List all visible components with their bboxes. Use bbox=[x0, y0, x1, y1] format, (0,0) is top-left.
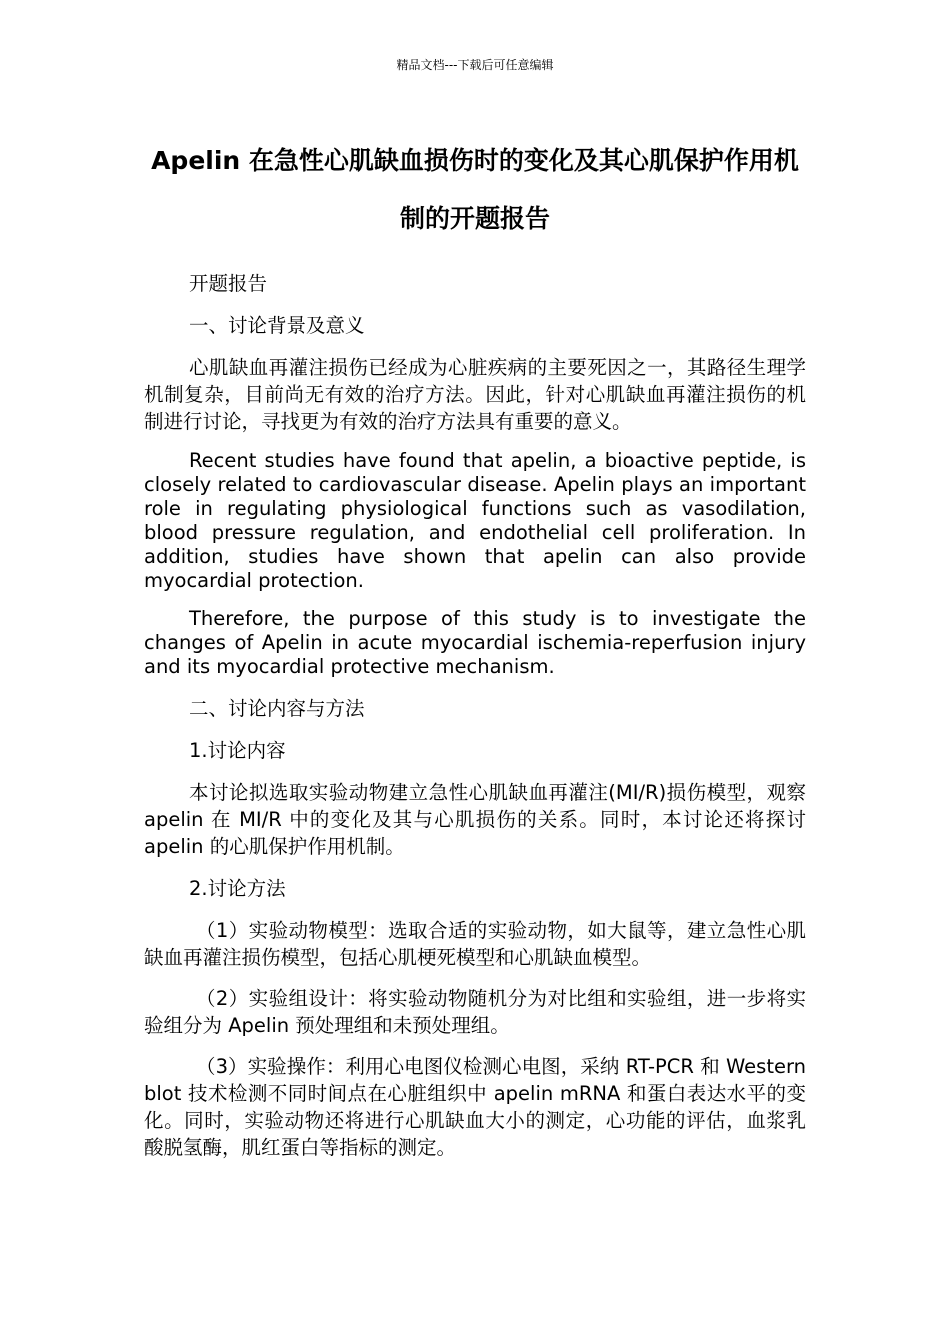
paragraph-background-zh: 心肌缺血再灌注损伤已经成为心脏疾病的主要死因之一，其路径生理学机制复杂，目前尚无有效的治疗方法。因此，针对心肌缺血再灌注损伤的机制进行讨论，寻找更为有效的治疗方法具有重要的意义。 bbox=[144, 356, 806, 433]
method-item-procedure: （3）实验操作：利用心电图仪检测心电图，采纳 RT-PCR 和 Western blot 技术检测不同时间点在心脏组织中 apelin mRNA 和蛋白表达水平的变化。同时，实验动物还将进行心肌缺血大小的测定，心功能的评估，血浆乳酸脱氢酶，肌红蛋白等指标的测定。 bbox=[144, 1055, 806, 1159]
section-heading-background: 一、讨论背景及意义 bbox=[189, 314, 365, 337]
document-title: Apelin 在急性心肌缺血损伤时的变化及其心肌保护作用机制的开题报告 bbox=[151, 146, 799, 233]
subheading-methods: 2.讨论方法 bbox=[189, 877, 286, 900]
method-item-group-design: （2）实验组设计：将实验动物随机分为对比组和实验组，进一步将实验组分为 Apelin 预处理组和未预处理组。 bbox=[144, 987, 806, 1037]
paragraph-purpose-en: Therefore, the purpose of this study is to investigate the changes of Apelin in acute myocardial ischemia-reperfusion injury and its myocardial protective mechanism. bbox=[144, 607, 806, 678]
document-body bbox=[144, 270, 806, 1161]
paragraph-background-en: Recent studies have found that apelin, a bioactive peptide, is closely related to cardiovascular disease. Apelin plays an important role in regulating physiological functions such as vasodilation, blood pressure regulation, and endothelial cell proliferation. In addition, studies have shown that apelin can also provide myocardial protection. bbox=[144, 449, 806, 592]
header-note: 精品文档---下载后可任意编辑 bbox=[396, 58, 554, 72]
paragraph-report-label: 开题报告 bbox=[189, 272, 268, 295]
section-heading-content-methods: 二、讨论内容与方法 bbox=[189, 697, 365, 720]
paragraph-content: 本讨论拟选取实验动物建立急性心肌缺血再灌注(MI/R)损伤模型，观察 apelin 在 MI/R 中的变化及其与心肌损伤的关系。同时，本讨论还将探讨 apelin 的心肌保护作用机制。 bbox=[144, 781, 806, 858]
method-item-animal-model: （1）实验动物模型：选取合适的实验动物，如大鼠等，建立急性心肌缺血再灌注损伤模型，包括心肌梗死模型和心肌缺血模型。 bbox=[144, 919, 806, 969]
subheading-content: 1.讨论内容 bbox=[189, 739, 286, 762]
